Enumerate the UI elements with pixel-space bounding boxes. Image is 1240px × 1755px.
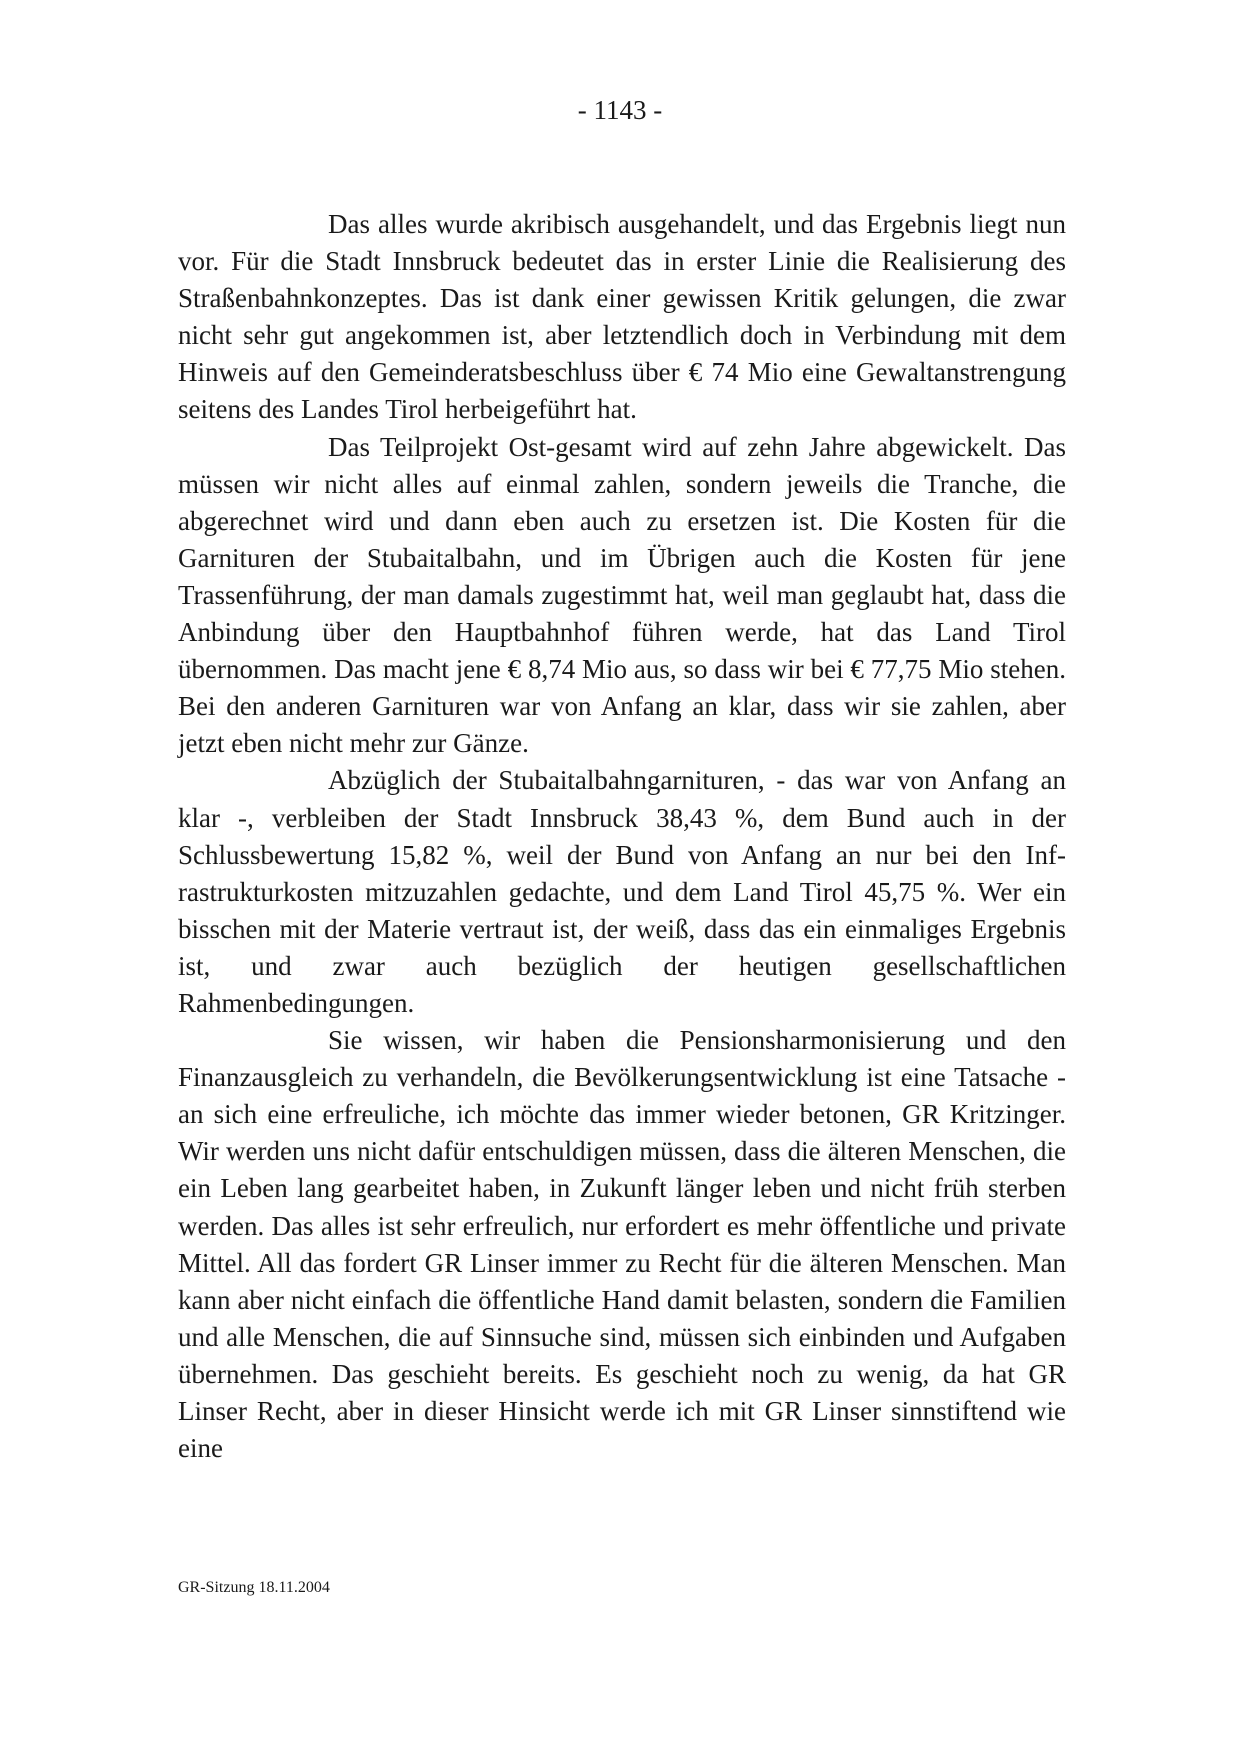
document-body: [178, 206, 1066, 1467]
page-number: - 1143 -: [577, 95, 663, 125]
paragraph-3: Abzüglich der Stubaitalbahngarnituren, - das war von Anfang an klar -, verbleiben der Stadt Innsbruck 38,43 %, dem Bund auch in der Schlussbewertung 15,82 %, weil der Bund von Anfang an nur bei den Infrastrukturkosten mitzuzahlen gedachte, und dem Land Tirol 45,75 %. Wer ein bisschen mit der Materie vertraut ist, der weiß, dass das ein einmaliges Ergebnis ist, und zwar auch bezüglich der heutigen gesellschaftlichen Rahmenbedingungen.: [178, 765, 1066, 1018]
paragraph-4: Sie wissen, wir haben die Pensionsharmonisierung und den Finanzausgleich zu verhandeln, die Bevölkerungsentwicklung ist eine Tatsache - an sich eine erfreuliche, ich möchte das immer wieder betonen, GR Kritzinger. Wir werden uns nicht dafür entschuldigen müssen, dass die älteren Menschen, die ein Leben lang gearbeitet haben, in Zukunft länger leben und nicht früh sterben werden. Das alles ist sehr erfreulich, nur erfordert es mehr öffentliche und private Mittel. All das fordert GR Linser immer zu Recht für die älteren Menschen. Man kann aber nicht einfach die öffentliche Hand damit belasten, sondern die Familien und alle Menschen, die auf Sinnsuche sind, müssen sich einbinden und Aufgaben übernehmen. Das geschieht bereits. Es geschieht noch zu wenig, da hat GR Linser Recht, aber in dieser Hinsicht werde ich mit GR Linser sinnstiftend wie eine: [178, 1025, 1066, 1464]
paragraph-1: Das alles wurde akribisch ausgehandelt, und das Ergebnis liegt nun vor. Für die Stadt Innsbruck bedeutet das in erster Linie die Realisierung des Straßenbahnkonzeptes. Das ist dank einer gewissen Kritik gelungen, die zwar nicht sehr gut angekommen ist, aber letztendlich doch in Verbindung mit dem Hinweis auf den Gemeinderatsbeschluss über € 74 Mio eine Gewaltanstrengung seitens des Landes Tirol herbeigeführt hat.: [178, 209, 1066, 425]
footer-session-date: GR-Sitzung 18.11.2004: [178, 1579, 330, 1596]
paragraph-2: Das Teilprojekt Ost-gesamt wird auf zehn Jahre abgewickelt. Das müssen wir nicht alles auf einmal zahlen, sondern jeweils die Tranche, die abgerechnet wird und dann eben auch zu ersetzen ist. Die Kosten für die Garnituren der Stubaitalbahn, und im Übrigen auch die Kosten für jene Trassenführung, der man damals zugestimmt hat, weil man geglaubt hat, dass die Anbindung über den Hauptbahnhof führen werde, hat das Land Tirol übernommen. Das macht jene € 8,74 Mio aus, so dass wir bei € 77,75 Mio stehen. Bei den anderen Garnituren war von Anfang an klar, dass wir sie zahlen, aber jetzt eben nicht mehr zur Gänze.: [178, 431, 1066, 759]
